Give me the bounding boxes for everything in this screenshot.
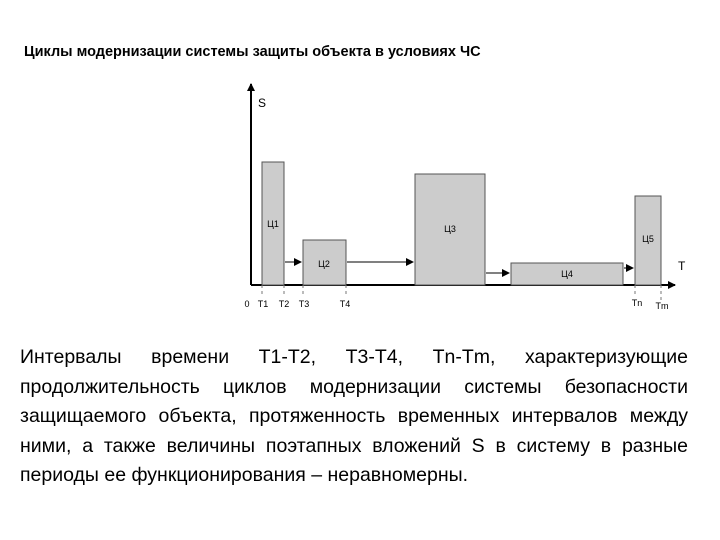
cycle-block-1: [262, 162, 284, 285]
cycle-block-4: [511, 263, 623, 285]
tick-label: 0: [244, 299, 250, 309]
cycle-label: Ц1: [267, 219, 279, 229]
tick-label: Tm: [655, 301, 669, 311]
cycle-block-5: [635, 196, 661, 285]
cycle-block-2: [303, 240, 346, 285]
tick-label: T2: [278, 299, 290, 309]
tick-label: T3: [298, 299, 310, 309]
body-paragraph: Интервалы времени Т1-Т2, Т3-Т4, Тn-Tm, характеризующие продолжительность циклов модернизации системы безопасности защищаемого объекта, протяженность временных интервалов между ними, а также величины поэтапных вложений S в систему в разные периоды ее функционирования – неравномерны.: [20, 346, 688, 486]
cycle-label: Ц2: [318, 259, 330, 269]
cycle-block-3: [415, 174, 485, 285]
cycle-label: Ц5: [642, 234, 654, 244]
y-axis-label: S: [258, 96, 267, 110]
tick-label: T1: [257, 299, 269, 309]
slide-title: Циклы модернизации системы защиты объекта в условиях ЧС: [24, 44, 481, 60]
x-axis-label: T: [678, 259, 686, 273]
tick-label: T4: [339, 299, 351, 309]
tick-label: Tn: [631, 298, 643, 308]
time-markers: [262, 285, 661, 300]
cycle-label: Ц3: [444, 224, 456, 234]
cycle-label: Ц4: [561, 269, 573, 279]
